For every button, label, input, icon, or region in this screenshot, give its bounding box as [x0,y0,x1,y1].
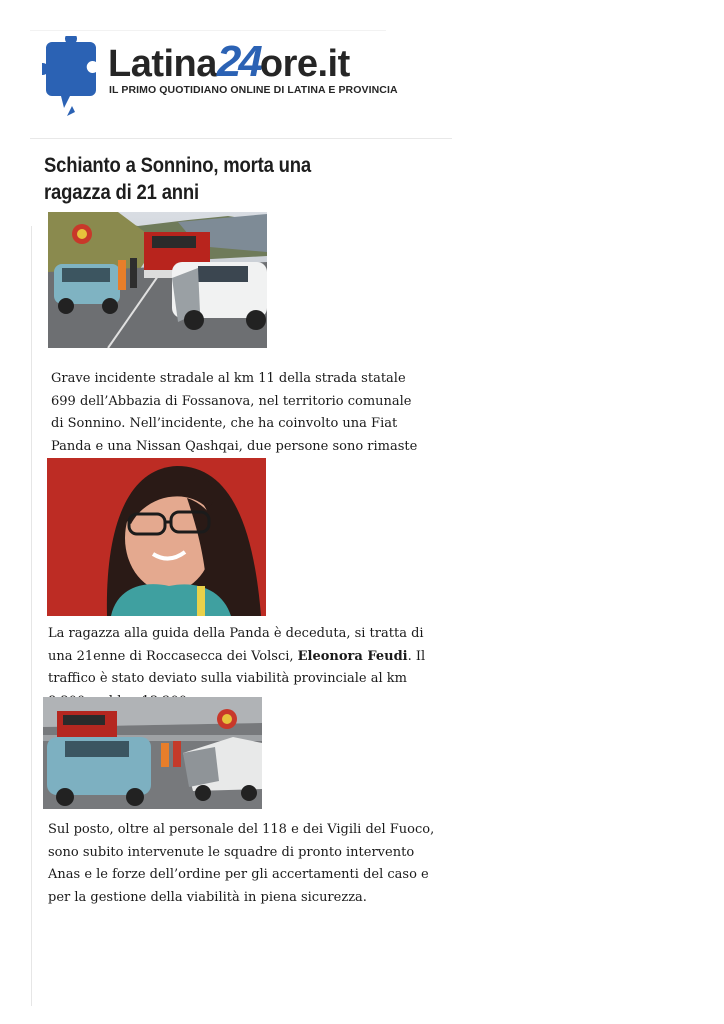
header-divider [30,138,452,139]
logo-word-24: 24 [216,37,260,86]
victim-portrait-photo [47,458,266,616]
logo-word-latina: Latina [108,43,217,85]
logo-tagline: IL PRIMO QUOTIDIANO ONLINE DI LATINA E PROVINCIA [109,84,398,96]
crash-scene-photo-1 [48,212,267,348]
logo-word-ore: ore.it [259,43,350,85]
puzzle-piece-icon [42,36,106,120]
article-paragraph-3: Sul posto, oltre al personale del 118 e dei Vigili del Fuoco, sono subito intervenute le squadre di pronto intervento Anas e le forze dell’ordine per gli accertamenti del caso e per la gestione della viabilità in piena sicurezza. [48,822,435,905]
site-logo[interactable] [42,36,398,120]
header-top-divider [30,30,386,31]
logo-wordmark [108,37,350,86]
victim-name: Eleonora Feudi [297,648,408,664]
paragraph-2-text-b: . Il traffico è stato deviato sulla viabilità provinciale al km [48,648,426,686]
paragraph-2-text-a: La ragazza alla guida della Panda è deceduta, si tratta di una 21enne di Roccasecca dei Volsci, [48,626,424,664]
crash-scene-photo-2 [43,697,262,809]
article-title: Schianto a Sonnino, morta una ragazza di 21 anni [44,154,311,204]
article-paragraph-1: Grave incidente stradale al km 11 della strada statale 699 dell’Abbazia di Fossanova, nel territorio comunale di Sonnino. Nell’incidente, che ha coinvolto una Fiat Panda e una Nissan Qashqai, due persone sono rimaste [51,371,418,454]
article-left-rule [31,226,32,1006]
